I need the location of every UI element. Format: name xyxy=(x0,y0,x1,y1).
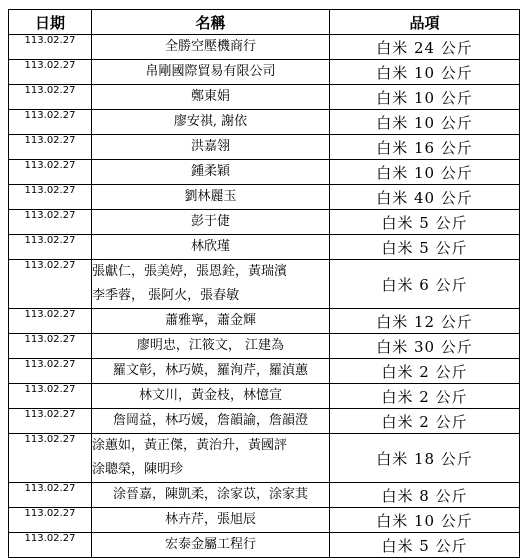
row-name xyxy=(92,334,330,359)
row-item: 白米 18 公斤 xyxy=(330,434,520,483)
name-line: 林卉芹，張旭辰 xyxy=(164,512,256,527)
row-name xyxy=(92,260,330,309)
row-item: 白米 10 公斤 xyxy=(330,110,520,135)
row-item: 白米 10 公斤 xyxy=(330,508,520,533)
header-row xyxy=(9,10,520,35)
table-row xyxy=(9,135,520,160)
row-name xyxy=(92,35,330,60)
table-row xyxy=(9,260,520,309)
row-name xyxy=(92,135,330,160)
row-item: 白米 12 公斤 xyxy=(330,309,520,334)
row-date: 113.02.27 xyxy=(9,210,92,235)
row-item: 白米 6 公斤 xyxy=(330,260,520,309)
table-row xyxy=(9,359,520,384)
row-name xyxy=(92,210,330,235)
row-date: 113.02.27 xyxy=(9,235,92,260)
row-date: 113.02.27 xyxy=(9,409,92,434)
row-name xyxy=(92,384,330,409)
row-date: 113.02.27 xyxy=(9,334,92,359)
row-item: 白米 5 公斤 xyxy=(330,210,520,235)
name-line: 詹岡益，林巧媛，詹韻諭，詹韻澄 xyxy=(112,413,308,428)
name-line: 帛剛國際貿易有限公司 xyxy=(145,64,276,79)
row-name xyxy=(92,60,330,85)
table-row xyxy=(9,334,520,359)
table-row xyxy=(9,85,520,110)
row-date: 113.02.27 xyxy=(9,160,92,185)
row-date: 113.02.27 xyxy=(9,533,92,558)
table-row xyxy=(9,508,520,533)
name-line: 廖明忠，江筱文， 江建為 xyxy=(136,338,285,353)
row-item: 白米 40 公斤 xyxy=(330,185,520,210)
row-name xyxy=(92,409,330,434)
row-item: 白米 16 公斤 xyxy=(330,135,520,160)
name-line: 涂晉嘉，陳凱柔，涂家苡，涂家萁 xyxy=(112,487,308,502)
table-row xyxy=(9,309,520,334)
row-date: 113.02.27 xyxy=(9,35,92,60)
row-name xyxy=(92,434,330,483)
row-item: 白米 5 公斤 xyxy=(330,533,520,558)
row-item: 白米 10 公斤 xyxy=(330,85,520,110)
name-line: 廖安祺, 謝依 xyxy=(173,114,248,129)
table-row xyxy=(9,483,520,508)
name-line: 全勝空壓機商行 xyxy=(164,39,256,54)
row-name xyxy=(92,110,330,135)
name-line: 羅文彰，林巧媖，羅洵芹，羅湞蕙 xyxy=(112,363,308,378)
row-date: 113.02.27 xyxy=(9,434,92,483)
row-item: 白米 10 公斤 xyxy=(330,60,520,85)
row-date: 113.02.27 xyxy=(9,185,92,210)
row-date: 113.02.27 xyxy=(9,85,92,110)
date-column-header: 日期 xyxy=(9,10,92,35)
row-date: 113.02.27 xyxy=(9,384,92,409)
name-line: 宏泰金屬工程行 xyxy=(164,537,256,552)
row-item: 白米 2 公斤 xyxy=(330,409,520,434)
table-row xyxy=(9,384,520,409)
row-date: 113.02.27 xyxy=(9,135,92,160)
donation-table xyxy=(8,9,520,558)
table-row xyxy=(9,235,520,260)
name-line: 蕭雅寧，蕭金輝 xyxy=(164,313,256,328)
name-column-header: 名稱 xyxy=(92,10,330,35)
row-name xyxy=(92,533,330,558)
table-row xyxy=(9,210,520,235)
table-row xyxy=(9,35,520,60)
name-line: 劉林麗玉 xyxy=(184,189,237,204)
table-row xyxy=(9,434,520,483)
row-date: 113.02.27 xyxy=(9,508,92,533)
name-line: 鄭東娟 xyxy=(190,89,230,104)
row-item: 白米 2 公斤 xyxy=(330,359,520,384)
table-body xyxy=(9,35,520,558)
row-date: 113.02.27 xyxy=(9,309,92,334)
table-row xyxy=(9,409,520,434)
row-date: 113.02.27 xyxy=(9,110,92,135)
table-row xyxy=(9,60,520,85)
name-line: 鍾柔穎 xyxy=(190,164,230,179)
row-item: 白米 24 公斤 xyxy=(330,35,520,60)
row-item: 白米 5 公斤 xyxy=(330,235,520,260)
row-name xyxy=(92,185,330,210)
row-name xyxy=(92,483,330,508)
table-row xyxy=(9,160,520,185)
name-line: 張獻仁，張美婷，張恩銓，黃瑞濱 xyxy=(92,264,288,279)
name-line: 涂蕙如，黃正傑，黃治升，黃國評 xyxy=(92,438,288,453)
table-row xyxy=(9,533,520,558)
row-item: 白米 30 公斤 xyxy=(330,334,520,359)
row-date: 113.02.27 xyxy=(9,260,92,309)
row-date: 113.02.27 xyxy=(9,483,92,508)
name-line: 涂聰榮，陳明珍 xyxy=(92,462,184,477)
row-date: 113.02.27 xyxy=(9,359,92,384)
name-line: 林文川，黃金枝，林憶宣 xyxy=(138,388,282,403)
item-column-header: 品項 xyxy=(330,10,520,35)
row-name xyxy=(92,160,330,185)
row-date: 113.02.27 xyxy=(9,60,92,85)
row-name xyxy=(92,85,330,110)
table-row xyxy=(9,110,520,135)
name-line: 洪嘉翎 xyxy=(190,139,230,154)
name-line: 彭于倢 xyxy=(190,214,230,229)
row-name xyxy=(92,235,330,260)
row-name xyxy=(92,508,330,533)
row-name xyxy=(92,359,330,384)
row-item: 白米 8 公斤 xyxy=(330,483,520,508)
name-line: 林欣瑾 xyxy=(190,239,230,254)
table-row xyxy=(9,185,520,210)
row-name xyxy=(92,309,330,334)
row-item: 白米 2 公斤 xyxy=(330,384,520,409)
row-item: 白米 10 公斤 xyxy=(330,160,520,185)
name-line: 李季蓉， 張阿火，張春敏 xyxy=(92,288,240,303)
